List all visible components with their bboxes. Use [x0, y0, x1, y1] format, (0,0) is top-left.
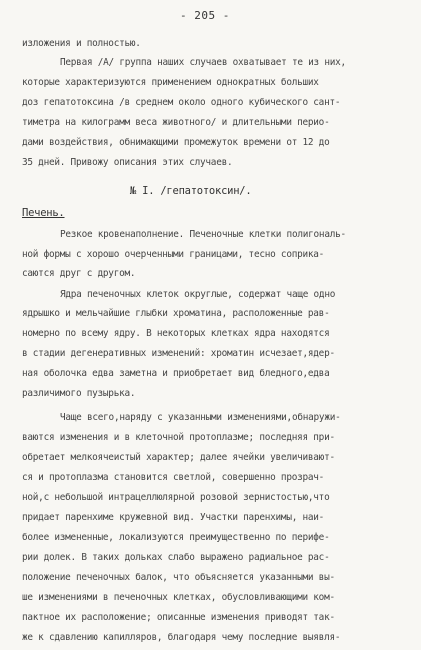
section-heading: № I. /гепатотоксин/. [130, 185, 252, 197]
text-line: изложения и полностью. [22, 38, 141, 49]
text-line: Чаще всего,наряду с указанными изменениями,обнаружи- [60, 412, 341, 423]
text-line: которые характеризуются применением однократных больших [22, 77, 319, 88]
text-line: Первая /А/ группа наших случаев охватывает те из них, [60, 57, 346, 68]
text-line: дами воздействия, обнимающими промежуток времени от 12 до [22, 137, 330, 148]
subsection-heading: Печень. [22, 207, 65, 219]
text-line: ся и протоплазма становится светлой, совершенно прозрач- [22, 472, 325, 483]
text-line: Ядра печеночных клеток округлые, содержат чаще одно [60, 289, 336, 300]
text-line: тиметра на килограмм веса животного/ и длительными перио- [22, 117, 330, 128]
text-line: различимого пузырька. [22, 388, 136, 399]
text-line: ваются изменения и в клеточной протоплазме; последняя при- [22, 432, 335, 443]
text-line: же к сдавлению капилляров, благодаря чему последние выявля- [22, 632, 341, 643]
text-line: обретает мелкоячеистый характер; далее ячейки увеличивают- [22, 452, 335, 463]
text-line: рии долек. В таких дольках слабо выражено радиальное рас- [22, 552, 330, 563]
text-line: Резкое кровенаполнение. Печеночные клетки полигональ- [60, 229, 346, 240]
text-line: пактное их расположение; описанные изменения приводят так- [22, 612, 335, 623]
text-line: более измененные, локализуются преимущественно по перифе- [22, 532, 330, 543]
text-line: ной,с небольшой интрацеллюлярной розовой зернистостью,что [22, 492, 330, 503]
text-line: ядрышко и мельчайшие глыбки хроматина, расположенные рав- [22, 308, 330, 319]
text-line: саются друг с другом. [22, 268, 136, 279]
text-line: в стадии дегенеративных изменений: хроматин исчезает,ядер- [22, 348, 335, 359]
text-line: придает паренхиме кружевной вид. Участки паренхимы, наи- [22, 512, 325, 523]
text-line: положение печеночных балок, что объясняется указанными вы- [22, 572, 335, 583]
text-line: ной формы с хорошо очерченными границами, тесно соприка- [22, 249, 325, 260]
text-line: ше изменениями в печеночных клетках, обусловливающими ком- [22, 592, 335, 603]
text-line: доз гепатотоксина /в среднем около одного кубического сант- [22, 97, 341, 108]
text-line: 35 дней. Привожу описания этих случаев. [22, 157, 233, 168]
text-line: номерно по всему ядру. В некоторых клетках ядра находятся [22, 328, 330, 339]
text-line: ная оболочка едва заметна и приобретает вид бледного,едва [22, 368, 330, 379]
page-number: - 205 - [180, 9, 230, 22]
